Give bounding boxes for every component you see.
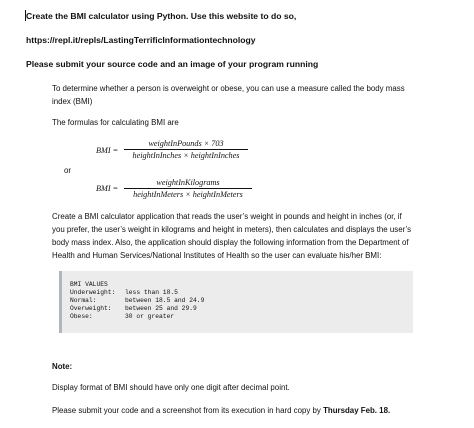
bmi-row-label: Overweight: <box>70 305 112 313</box>
due-date: Thursday Feb. 18. <box>323 406 391 415</box>
intro-line-1: To determine whether a person is overweight or obese, you can use a measure called the body mass <box>52 84 405 93</box>
note-submit-text: Please submit your code and a screenshot from its execution in hard copy by <box>52 406 324 415</box>
formula-numerator: weightInPounds × 703 <box>124 139 248 150</box>
bmi-row-value: between 25 and 29.9 <box>125 305 197 313</box>
formulas-heading: The formulas for calculating BMI are <box>52 118 179 127</box>
bmi-row <box>70 313 204 321</box>
formula-lhs: BMI = <box>96 184 119 193</box>
formula-lhs: BMI = <box>96 146 119 155</box>
bmi-row <box>70 305 204 313</box>
description-line-4: Health and Human Services/National Institutes of Health so the user can evaluate his/her BMI: <box>52 251 382 260</box>
description-line-3: body mass index. Also, the application should display the following information from the Department of <box>52 238 409 247</box>
header-line-3: Please submit your source code and an image of your program running <box>26 59 319 69</box>
bmi-row-value: 30 or greater <box>125 313 175 321</box>
header-line-1: Create the BMI calculator using Python. Use this website to do so, <box>26 11 297 21</box>
bmi-row-value: less than 18.5 <box>125 289 178 297</box>
note-heading: Note: <box>52 362 73 371</box>
bmi-row <box>70 289 204 297</box>
formula-denominator: heightInMeters × heightInMeters <box>133 190 243 199</box>
bmi-row-value: between 18.5 and 24.9 <box>125 297 205 305</box>
bmi-values-code-block <box>59 271 413 333</box>
formula-fraction <box>124 178 252 199</box>
bmi-row <box>70 297 204 305</box>
formula-denominator: heightInInches × heightInInches <box>132 151 240 160</box>
formula-fraction <box>124 139 248 160</box>
description-line-1: Create a BMI calculator application that reads the user’s weight in pounds and height in inches (or, if <box>52 212 402 221</box>
bmi-row-label: Underweight: <box>70 289 116 297</box>
formula-numerator: weightInKilograms <box>124 178 252 189</box>
description-line-2: you prefer, the user’s weight in kilograms and height in meters), then calculates and displays the user’s <box>52 225 412 234</box>
header-url: https://repl.it/repls/LastingTerrificInformationtechnology <box>26 35 256 45</box>
intro-line-2: index (BMI) <box>52 97 93 106</box>
bmi-row-label: Obese: <box>70 313 93 321</box>
note-format: Display format of BMI should have only one digit after decimal point. <box>52 383 290 392</box>
bmi-values-title: BMI VALUES <box>70 281 108 288</box>
or-label: or <box>64 166 72 175</box>
note-submit <box>52 405 390 418</box>
bmi-row-label: Normal: <box>70 297 97 305</box>
